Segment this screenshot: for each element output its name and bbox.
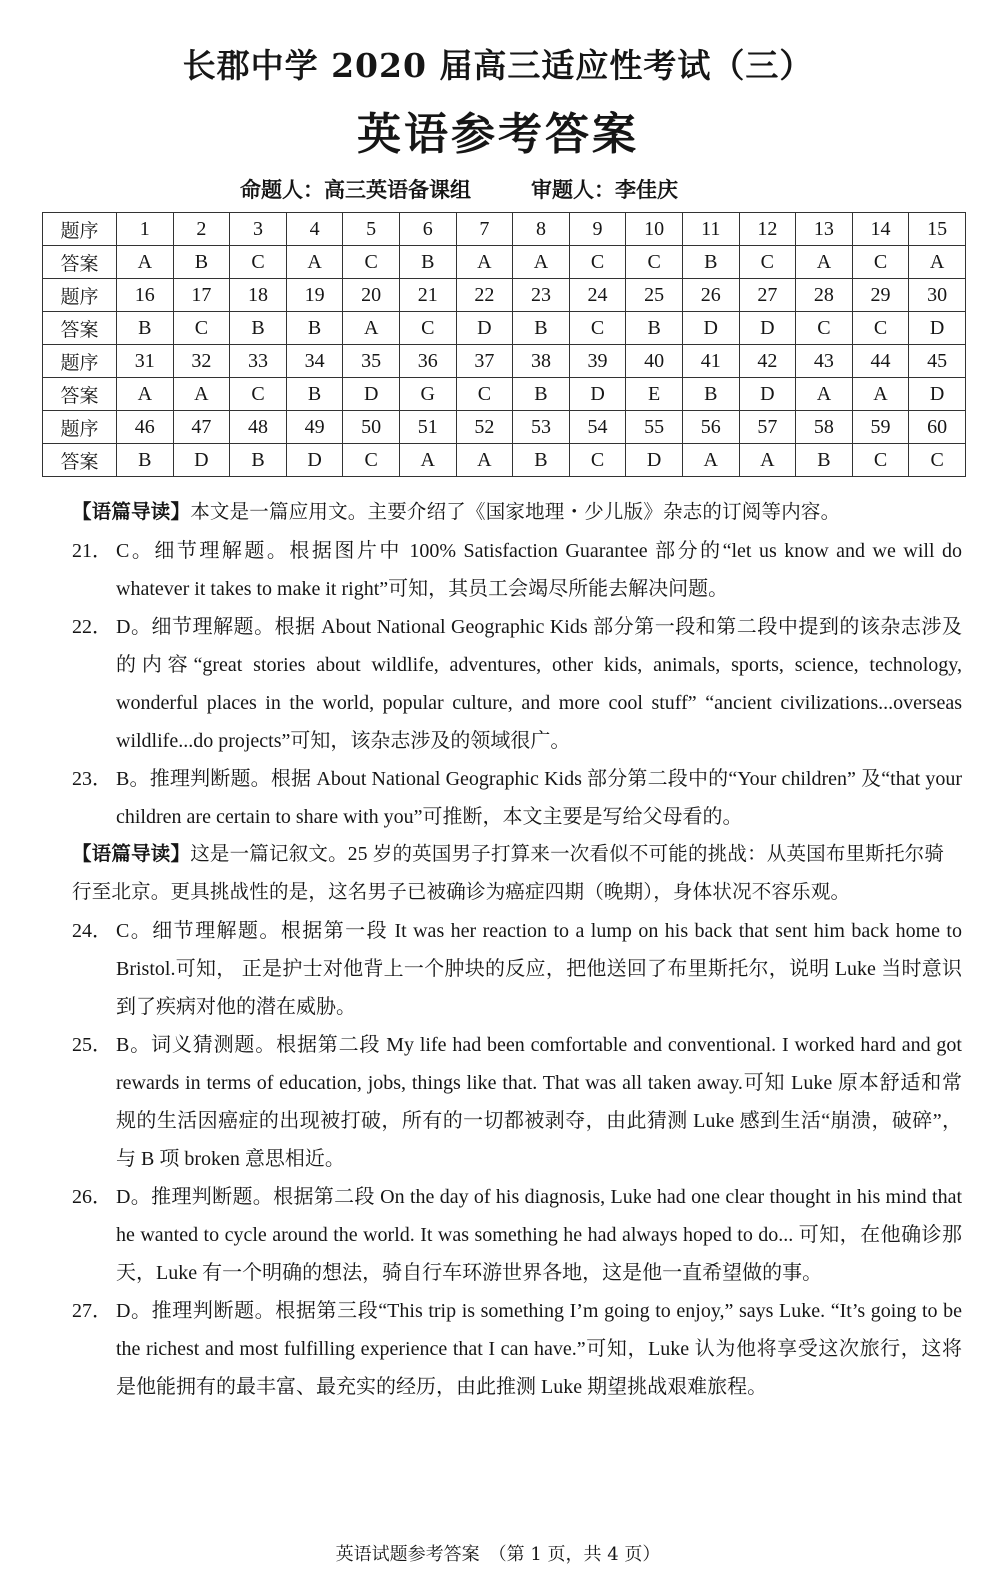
table-cell: 33: [230, 345, 287, 378]
table-cell: D: [173, 444, 230, 477]
explanation-item: [72, 760, 962, 836]
table-row: [43, 378, 966, 411]
table-cell: A: [456, 444, 513, 477]
table-cell: C: [626, 246, 683, 279]
table-cell: 23: [513, 279, 570, 312]
answer-table: [42, 212, 966, 477]
table-cell: 54: [569, 411, 626, 444]
table-row: [43, 279, 966, 312]
table-cell: 47: [173, 411, 230, 444]
table-cell: A: [343, 312, 400, 345]
table-cell: B: [286, 378, 343, 411]
table-cell: 21: [399, 279, 456, 312]
table-row: [43, 246, 966, 279]
table-cell: A: [456, 246, 513, 279]
table-cell: A: [909, 246, 966, 279]
item-number: 21．: [72, 540, 112, 562]
table-cell: A: [796, 378, 853, 411]
table-cell: D: [909, 312, 966, 345]
table-cell: A: [399, 444, 456, 477]
row-label: 答案: [43, 312, 117, 345]
table-cell: C: [343, 444, 400, 477]
table-cell: C: [173, 312, 230, 345]
table-cell: A: [513, 246, 570, 279]
table-cell: D: [739, 378, 796, 411]
item-number: 23．: [72, 768, 112, 790]
table-cell: A: [173, 378, 230, 411]
item-text: B。词义猜测题。根据第二段 My life had been comfortable and conventional. I worked hard and got rewards in terms of education, jobs, things like that. That was all taken away.可知 Luke 原本舒适和常规的生活因癌症的出现被打破，所有的一切都被剥夺，由此猜测 Luke 感到生活“崩溃，破碎”，与 B 项 broken 意思相近。: [116, 1034, 962, 1170]
item-number: 25．: [72, 1034, 112, 1056]
table-cell: 6: [399, 213, 456, 246]
table-row: [43, 213, 966, 246]
table-cell: 32: [173, 345, 230, 378]
table-row: [43, 345, 966, 378]
table-cell: B: [230, 312, 287, 345]
table-cell: C: [399, 312, 456, 345]
explanation-item: [72, 912, 962, 1026]
table-cell: 35: [343, 345, 400, 378]
table-cell: E: [626, 378, 683, 411]
table-cell: 59: [852, 411, 909, 444]
table-cell: 43: [796, 345, 853, 378]
table-cell: 16: [117, 279, 174, 312]
table-row: [43, 312, 966, 345]
table-cell: 13: [796, 213, 853, 246]
table-cell: 9: [569, 213, 626, 246]
table-cell: A: [796, 246, 853, 279]
explanation-item: [72, 1026, 962, 1178]
table-cell: D: [626, 444, 683, 477]
table-cell: D: [569, 378, 626, 411]
table-cell: 41: [682, 345, 739, 378]
table-cell: 11: [682, 213, 739, 246]
table-cell: 15: [909, 213, 966, 246]
table-row: [43, 411, 966, 444]
table-cell: 31: [117, 345, 174, 378]
table-cell: 14: [852, 213, 909, 246]
table-cell: 17: [173, 279, 230, 312]
table-cell: B: [513, 312, 570, 345]
table-cell: 30: [909, 279, 966, 312]
table-cell: 55: [626, 411, 683, 444]
table-cell: A: [739, 444, 796, 477]
explanations: [72, 494, 962, 1406]
table-cell: 34: [286, 345, 343, 378]
table-cell: C: [909, 444, 966, 477]
table-cell: 7: [456, 213, 513, 246]
table-cell: A: [852, 378, 909, 411]
table-cell: 37: [456, 345, 513, 378]
table-cell: C: [796, 312, 853, 345]
table-cell: B: [286, 312, 343, 345]
item-number: 22．: [72, 616, 112, 638]
table-cell: 8: [513, 213, 570, 246]
table-cell: C: [569, 246, 626, 279]
table-cell: 42: [739, 345, 796, 378]
item-number: 24．: [72, 920, 112, 942]
table-cell: 22: [456, 279, 513, 312]
table-cell: 57: [739, 411, 796, 444]
item-text: B。推理判断题。根据 About National Geographic Kids 部分第二段中的“Your children” 及“that your children are certain to share with you”可推断，本文主要是写给父母看的。: [116, 768, 962, 828]
item-text: D。细节理解题。根据 About National Geographic Kids 部分第一段和第二段中提到的该杂志涉及的内容“great stories about wildlife, adventures, other kids, animals, sports, science, technology, wonderful places in the world, popular culture, and more cool stuff” “ancient civilizations...overseas wildlife...do projects”可知，该杂志涉及的领域很广。: [116, 616, 962, 752]
table-cell: D: [909, 378, 966, 411]
table-cell: 48: [230, 411, 287, 444]
table-cell: A: [682, 444, 739, 477]
table-cell: B: [399, 246, 456, 279]
table-cell: B: [173, 246, 230, 279]
table-cell: C: [230, 378, 287, 411]
guide-tag: 【语篇导读】: [72, 502, 191, 523]
table-cell: G: [399, 378, 456, 411]
table-cell: B: [682, 378, 739, 411]
guide-tag: 【语篇导读】: [72, 844, 191, 865]
table-cell: 26: [682, 279, 739, 312]
table-cell: 1: [117, 213, 174, 246]
table-cell: B: [796, 444, 853, 477]
reviewer-label: 审题人：李佳庆: [531, 177, 678, 202]
item-text: D。推理判断题。根据第二段 On the day of his diagnosis, Luke had one clear thought in his mind that he wanted to cycle around the world. It was something he had always hoped to do... 可知，在他确诊那天，Luke 有一个明确的想法，骑自行车环游世界各地，这是他一直希望做的事。: [116, 1186, 962, 1284]
table-cell: 27: [739, 279, 796, 312]
table-cell: D: [286, 444, 343, 477]
table-cell: C: [852, 246, 909, 279]
table-cell: B: [230, 444, 287, 477]
table-cell: 56: [682, 411, 739, 444]
table-cell: C: [852, 312, 909, 345]
table-cell: B: [513, 378, 570, 411]
table-cell: 24: [569, 279, 626, 312]
table-cell: C: [569, 312, 626, 345]
reading-guide-1: [72, 494, 962, 532]
table-cell: 19: [286, 279, 343, 312]
table-cell: 25: [626, 279, 683, 312]
explanation-item: [72, 532, 962, 608]
table-cell: 52: [456, 411, 513, 444]
table-cell: 2: [173, 213, 230, 246]
row-label: 答案: [43, 246, 117, 279]
page-footer: 英语试题参考答案 （第 1 页，共 4 页）: [335, 1544, 661, 1565]
table-cell: 28: [796, 279, 853, 312]
table-cell: 49: [286, 411, 343, 444]
item-text: C。细节理解题。根据第一段 It was her reaction to a lump on his back that sent him back home to Bristol.可知， 正是护士对他背上一个肿块的反应，把他送回了布里斯托尔，说明 Luke 当时意识到了疾病对他的潜在威胁。: [116, 920, 962, 1018]
item-number: 27．: [72, 1300, 112, 1322]
exam-title: 长郡中学 2020 届高三适应性考试（三）: [182, 46, 814, 85]
table-cell: 4: [286, 213, 343, 246]
table-cell: C: [456, 378, 513, 411]
table-cell: 53: [513, 411, 570, 444]
row-label: 题序: [43, 411, 117, 444]
table-row: [43, 444, 966, 477]
table-cell: D: [682, 312, 739, 345]
table-cell: B: [117, 312, 174, 345]
row-label: 答案: [43, 378, 117, 411]
table-cell: 45: [909, 345, 966, 378]
table-cell: B: [117, 444, 174, 477]
table-cell: A: [286, 246, 343, 279]
guide-text: 本文是一篇应用文。主要介绍了《国家地理・少儿版》杂志的订阅等内容。: [190, 502, 841, 523]
table-cell: 3: [230, 213, 287, 246]
table-cell: D: [343, 378, 400, 411]
table-cell: B: [626, 312, 683, 345]
table-cell: 39: [569, 345, 626, 378]
explanation-item: [72, 1292, 962, 1406]
table-cell: 58: [796, 411, 853, 444]
row-label: 答案: [43, 444, 117, 477]
reading-guide-2: [72, 836, 962, 912]
table-cell: C: [343, 246, 400, 279]
table-cell: D: [739, 312, 796, 345]
table-cell: 50: [343, 411, 400, 444]
author-label: 命题人：高三英语备课组: [240, 177, 471, 202]
table-cell: 10: [626, 213, 683, 246]
table-cell: 60: [909, 411, 966, 444]
table-cell: 18: [230, 279, 287, 312]
explanation-item: [72, 608, 962, 760]
table-cell: C: [852, 444, 909, 477]
table-cell: B: [682, 246, 739, 279]
table-cell: 5: [343, 213, 400, 246]
explanation-item: [72, 1178, 962, 1292]
table-cell: D: [456, 312, 513, 345]
table-cell: 38: [513, 345, 570, 378]
item-text: D。推理判断题。根据第三段“This trip is something I’m going to enjoy,” says Luke. “It’s going to be the richest and most fulfilling experience that I can have.”可知，Luke 认为他将享受这次旅行，这将是他能拥有的最丰富、最充实的经历，由此推测 Luke 期望挑战艰难旅程。: [116, 1300, 962, 1398]
table-cell: C: [569, 444, 626, 477]
table-cell: 40: [626, 345, 683, 378]
item-text: C。细节理解题。根据图片中 100% Satisfaction Guarantee 部分的“let us know and we will do whatever it takes to make it right”可知，其员工会竭尽所能去解决问题。: [116, 540, 962, 600]
table-cell: C: [739, 246, 796, 279]
table-cell: 20: [343, 279, 400, 312]
row-label: 题序: [43, 213, 117, 246]
guide-text: 这是一篇记叙文。25 岁的英国男子打算来一次看似不可能的挑战：从英国布里斯托尔骑行至北京。更具挑战性的是，这名男子已被确诊为癌症四期（晚期），身体状况不容乐观。: [72, 844, 945, 903]
table-cell: B: [513, 444, 570, 477]
table-cell: C: [230, 246, 287, 279]
table-cell: 51: [399, 411, 456, 444]
row-label: 题序: [43, 279, 117, 312]
table-cell: 36: [399, 345, 456, 378]
table-cell: 44: [852, 345, 909, 378]
table-cell: 29: [852, 279, 909, 312]
table-cell: A: [117, 246, 174, 279]
table-cell: A: [117, 378, 174, 411]
table-cell: 46: [117, 411, 174, 444]
row-label: 题序: [43, 345, 117, 378]
item-number: 26．: [72, 1186, 112, 1208]
page-subtitle: 英语参考答案: [357, 109, 639, 160]
authors-line: [240, 174, 678, 204]
table-cell: 12: [739, 213, 796, 246]
